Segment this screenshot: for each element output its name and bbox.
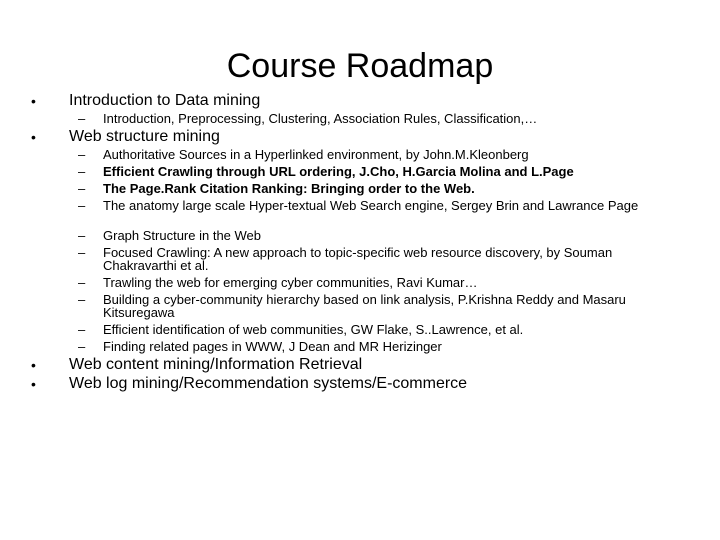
bullet-icon: • xyxy=(31,93,36,109)
bullet-text: Introduction to Data mining xyxy=(69,92,261,109)
dash-icon: – xyxy=(78,245,86,260)
sub-bullet-text: Efficient Crawling through URL ordering, J.Cho, H.Garcia Molina and L.Page xyxy=(103,164,574,179)
dash-icon: – xyxy=(78,181,86,196)
bullet-text: Web log mining/Recommendation systems/E-commerce xyxy=(69,375,468,392)
sub-bullet-text: Authoritative Sources in a Hyperlinked environment, by John.M.Kleonberg xyxy=(103,147,529,162)
sub-bullet-text: The Page.Rank Citation Ranking: Bringing order to the Web. xyxy=(103,181,475,196)
slide-title: Course Roadmap xyxy=(226,47,494,85)
dash-icon: – xyxy=(78,322,86,337)
sub-bullet-text: Introduction, Preprocessing, Clustering, Association Rules, Classification,… xyxy=(103,111,538,126)
sub-bullet-text: Graph Structure in the Web xyxy=(103,228,262,243)
dash-icon: – xyxy=(78,275,86,290)
dash-icon: – xyxy=(78,147,86,162)
sub-bullet-text: The anatomy large scale Hyper-textual Web Search engine, Sergey Brin and Lawrance Page xyxy=(103,198,639,213)
dash-icon: – xyxy=(78,339,86,354)
bullet-icon: • xyxy=(31,376,36,392)
sub-bullet-text: Building a cyber-community hierarchy based on link analysis, P.Krishna Reddy and Masaru Kitsuregawa xyxy=(103,292,626,320)
dash-icon: – xyxy=(78,111,86,126)
bullet-icon: • xyxy=(31,357,36,373)
sub-bullet-text: Trawling the web for emerging cyber communities, Ravi Kumar… xyxy=(103,275,478,290)
dash-icon: – xyxy=(78,164,86,179)
sub-bullet-text: Focused Crawling: A new approach to topic-specific web resource discovery, by Souman Chakravarthi et al. xyxy=(103,245,613,273)
bullet-text: Web content mining/Information Retrieval xyxy=(69,356,363,373)
sub-bullet-text: Finding related pages in WWW, J Dean and MR Herizinger xyxy=(103,339,442,354)
sub-bullet-text: Efficient identification of web communities, GW Flake, S..Lawrence, et al. xyxy=(103,322,524,337)
dash-icon: – xyxy=(78,228,86,243)
dash-icon: – xyxy=(78,198,86,213)
bullet-text: Web structure mining xyxy=(69,128,220,145)
bullet-icon: • xyxy=(31,129,36,145)
dash-icon: – xyxy=(78,292,86,307)
